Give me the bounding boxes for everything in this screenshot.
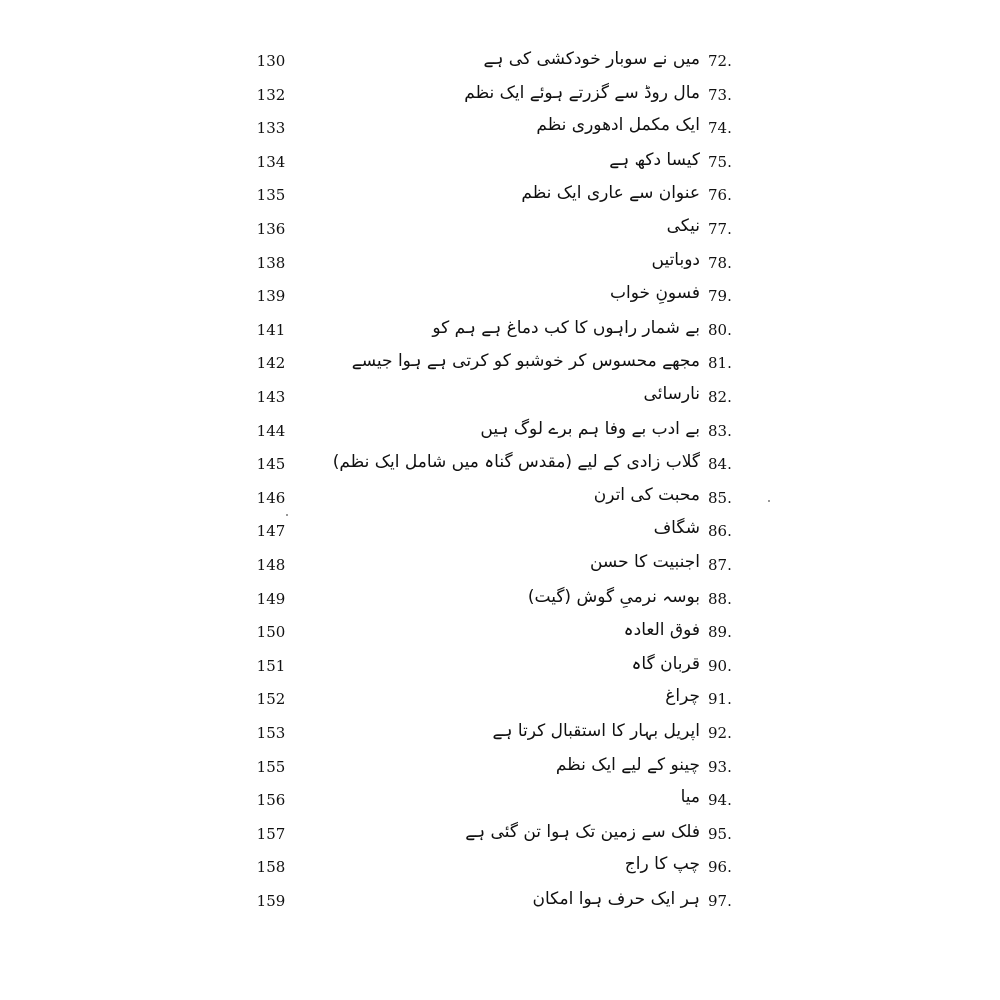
toc-entry-number: 81.: [708, 354, 732, 373]
toc-entry-title: دوباتیں: [651, 249, 700, 270]
toc-entry: [0, 350, 1000, 384]
toc-page-number: 146: [256, 488, 286, 507]
toc-entry-number: 78.: [708, 253, 732, 272]
toc-page-number: 134: [256, 152, 286, 171]
toc-page-number: 158: [256, 858, 286, 877]
toc-entry: [0, 518, 1000, 552]
toc-page-number: 157: [256, 824, 286, 843]
toc-page-number: 138: [256, 253, 286, 272]
toc-entry-number: 82.: [708, 388, 732, 406]
toc-entry: [0, 82, 1000, 116]
toc-entry: [0, 485, 1000, 519]
toc-page-number: 148: [256, 556, 286, 574]
toc-page-number: 151: [256, 656, 286, 675]
toc-entry-title: فلک سے زمین تک ہوا تن گئی ہے: [465, 821, 700, 842]
toc-page-number: 149: [256, 589, 286, 608]
toc-entry-title: فسونِ خواب: [610, 283, 700, 304]
toc-entry: [0, 720, 1000, 754]
toc-page-number: 139: [256, 287, 286, 306]
toc-entry-title: نارسائی: [643, 384, 700, 404]
toc-entry: [0, 250, 1000, 284]
toc-page-number: 159: [256, 892, 286, 910]
toc-entry: [0, 854, 1000, 888]
toc-entry: [0, 115, 1000, 149]
toc-entry-title: چپ کا راج: [624, 854, 700, 875]
toc-entry: [0, 216, 1000, 250]
toc-entry: [0, 686, 1000, 720]
toc-page-number: 150: [256, 623, 286, 642]
page-speck: [286, 514, 288, 516]
toc-entry-number: 79.: [708, 287, 732, 306]
toc-entry-number: 87.: [708, 556, 732, 574]
toc-page-number: 153: [256, 724, 286, 742]
toc-entry: [0, 552, 1000, 586]
toc-entry-number: 80.: [708, 320, 732, 339]
toc-page-number: 133: [256, 119, 286, 138]
toc-entry-number: 75.: [708, 152, 732, 171]
toc-entry-title: بے شمار راہوں کا کب دماغ ہے ہم کو: [432, 317, 700, 338]
toc-entry-title: محبت کی اترن: [593, 484, 700, 505]
toc-page-number: 145: [256, 455, 286, 474]
toc-entry-title: شگاف: [653, 518, 700, 539]
toc-entry: [0, 384, 1000, 418]
toc-entry-number: 86.: [708, 522, 732, 541]
toc-page-number: 156: [256, 791, 286, 810]
toc-entry-title: نیکی: [666, 216, 700, 236]
toc-entry-title: قربان گاہ: [631, 653, 700, 674]
toc-entry-number: 93.: [708, 757, 732, 776]
toc-entry-number: 88.: [708, 589, 732, 608]
toc-entry-title: میا: [680, 787, 700, 808]
toc-page-number: 136: [256, 220, 286, 238]
toc-entry-number: 97.: [708, 892, 732, 910]
toc-entry-title: گلاب زادی کے لیے (مقدس گناہ میں شامل ایک نظم): [332, 452, 700, 473]
toc-entry-title: ایک مکمل ادھوری نظم: [536, 115, 700, 136]
toc-entry: [0, 418, 1000, 452]
toc-entry-number: 83.: [708, 421, 732, 440]
toc-entry: [0, 754, 1000, 788]
toc-entry-number: 95.: [708, 824, 732, 843]
toc-page-number: 141: [256, 320, 286, 339]
toc-page-number: 143: [256, 388, 286, 406]
toc-entry-number: 90.: [708, 656, 732, 675]
toc-entry-title: عنوان سے عاری ایک نظم: [521, 183, 700, 204]
toc-entry-number: 85.: [708, 488, 732, 507]
toc-page-number: 144: [256, 421, 286, 440]
page-speck: [768, 500, 770, 502]
toc-page-number: 152: [256, 690, 286, 709]
toc-entry-title: بے ادب بے وفا ہم برے لوگ ہیں: [480, 418, 700, 439]
toc-entry: [0, 451, 1000, 485]
toc-entry-title: مجھے محسوس کر خوشبو کو کرتی ہے ہوا جیسے: [351, 351, 700, 372]
toc-entry: [0, 619, 1000, 653]
toc-entry: [0, 283, 1000, 317]
toc-page-number: 147: [256, 522, 286, 541]
toc-page-number: 132: [256, 85, 286, 104]
toc-entry-title: فوق العادہ: [623, 620, 700, 641]
toc-entry-number: 92.: [708, 724, 732, 742]
toc-entry-title: اجنبیت کا حسن: [589, 552, 700, 572]
toc-entry-title: اپریل بہار کا استقبال کرتا ہے: [492, 721, 700, 741]
toc-entry-number: 94.: [708, 791, 732, 810]
toc-entry: [0, 653, 1000, 687]
toc-entry-number: 74.: [708, 119, 732, 138]
toc-entry-title: چراغ: [665, 686, 700, 707]
toc-entry-number: 76.: [708, 186, 732, 205]
toc-entry-number: 96.: [708, 858, 732, 877]
toc-entry-title: چینو کے لیے ایک نظم: [555, 754, 700, 775]
toc-entry: [0, 149, 1000, 183]
toc-entry-title: کیسا دکھ ہے: [609, 149, 700, 170]
toc-page-number: 135: [256, 186, 286, 205]
toc-entry: [0, 48, 1000, 82]
toc-entry: [0, 586, 1000, 620]
toc-entry-number: 89.: [708, 623, 732, 642]
toc-entry: [0, 787, 1000, 821]
toc-entry-title: ہر ایک حرف ہوا امکان: [532, 889, 700, 909]
toc-entry: [0, 317, 1000, 351]
toc-entry-number: 77.: [708, 220, 732, 238]
toc-entry-number: 73.: [708, 85, 732, 104]
toc-entry: [0, 821, 1000, 855]
toc-page-number: 155: [256, 757, 286, 776]
toc-entry-title: میں نے سوبار خودکشی کی ہے: [483, 49, 700, 69]
toc-entry: [0, 888, 1000, 922]
toc-page-number: 142: [256, 354, 286, 373]
toc-entry-title: بوسہ نرمیِ گوش (گیت): [527, 586, 700, 607]
toc-entry: [0, 182, 1000, 216]
toc-page-number: 130: [256, 52, 286, 70]
toc-entry-number: 84.: [708, 455, 732, 474]
toc-entry-number: 72.: [708, 52, 732, 70]
toc-entry-number: 91.: [708, 690, 732, 709]
toc-entry-title: مال روڈ سے گزرتے ہوئے ایک نظم: [464, 82, 700, 103]
